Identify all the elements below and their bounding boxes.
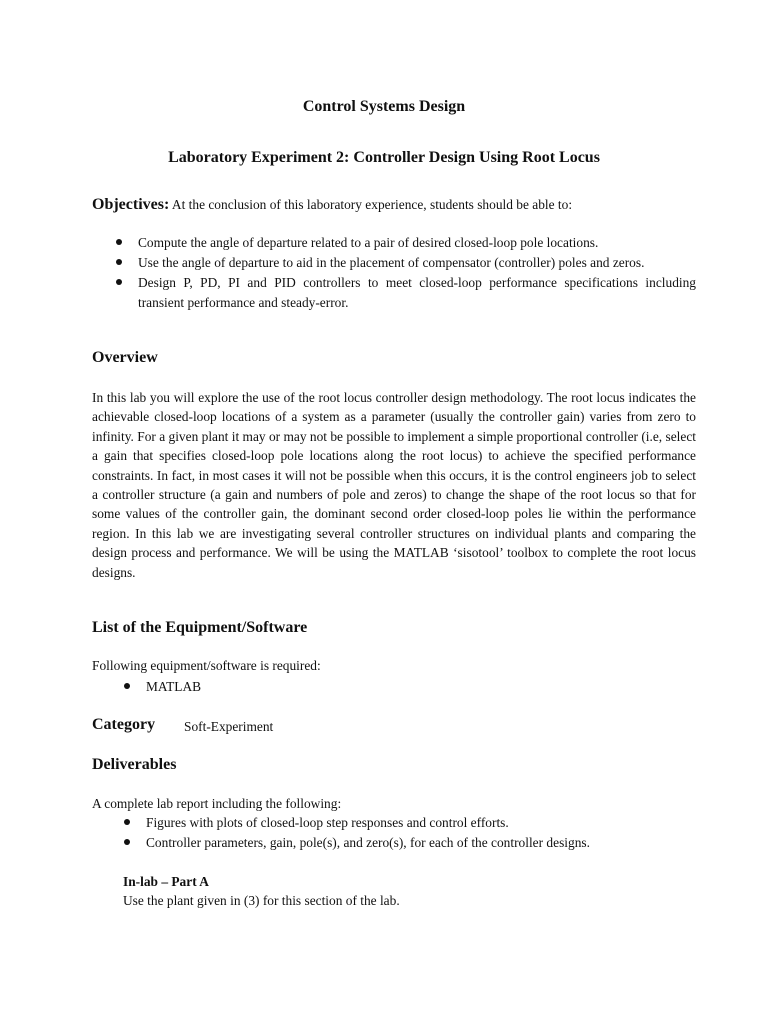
overview-paragraph: In this lab you will explore the use of the root locus controller design methodology. The root locus indicates the achievable closed-loop locations of a system as a parameter (usually the controller gain) varies from zero to infinity. For a given plant it may or may not be possible to implement a simple proportional controller (i.e, select a gain that specifies closed-loop pole locations along the root locus) to achieve the specified performance constraints. In fact, in most cases it will not be possible when this occurs, it is the control engineers job to select a controller structure (a gain and numbers of pole and zeros) to change the shape of the root locus so that for some values of the controller gain, the dominant second order closed-loop poles lie within the performance region. In this lab we are investigating several controller structures on individual plants and comparing the design process and performance. We will be using the MATLAB ‘sisotool’ toolbox to complete the root locus designs.	[92, 390, 696, 580]
bullet-icon	[116, 239, 122, 245]
list-item: Design P, PD, PI and PID controllers to meet closed-loop performance specifications including transient performance and steady-error.	[92, 273, 696, 313]
category-value: Soft-Experiment	[184, 719, 274, 734]
overview-heading: Overview	[92, 349, 158, 366]
bullet-icon	[116, 279, 122, 285]
deliverables-list	[92, 813, 590, 853]
list-item: MATLAB	[92, 677, 201, 697]
list-item: Controller parameters, gain, pole(s), and zero(s), for each of the controller designs.	[92, 833, 590, 853]
list-item: Compute the angle of departure related to a pair of desired closed-loop pole locations.	[92, 233, 696, 253]
bullet-icon	[124, 839, 130, 845]
equipment-intro: Following equipment/software is required:	[92, 658, 321, 673]
course-title: Control Systems Design	[302, 98, 466, 115]
equipment-heading: List of the Equipment/Software	[92, 619, 308, 636]
category-heading: Category	[92, 716, 156, 733]
bullet-icon	[124, 819, 130, 825]
equipment-list	[92, 677, 201, 697]
list-item: Figures with plots of closed-loop step responses and control efforts.	[92, 813, 590, 833]
list-item: Use the angle of departure to aid in the placement of compensator (controller) poles and zeros.	[92, 253, 696, 273]
objectives-label: Objectives:	[92, 196, 170, 213]
deliverables-heading: Deliverables	[92, 756, 177, 773]
bullet-icon	[124, 683, 130, 689]
inlab-text: Use the plant given in (3) for this section of the lab.	[123, 893, 400, 908]
objectives-heading	[92, 196, 572, 214]
bullet-icon	[116, 259, 122, 265]
deliverables-intro: A complete lab report including the following:	[92, 796, 342, 811]
objectives-list	[92, 233, 696, 313]
lab-title: Laboratory Experiment 2: Controller Design Using Root Locus	[168, 149, 600, 166]
inlab-heading: In-lab – Part A	[123, 874, 209, 889]
objectives-intro: At the conclusion of this laboratory experience, students should be able to:	[169, 197, 573, 212]
